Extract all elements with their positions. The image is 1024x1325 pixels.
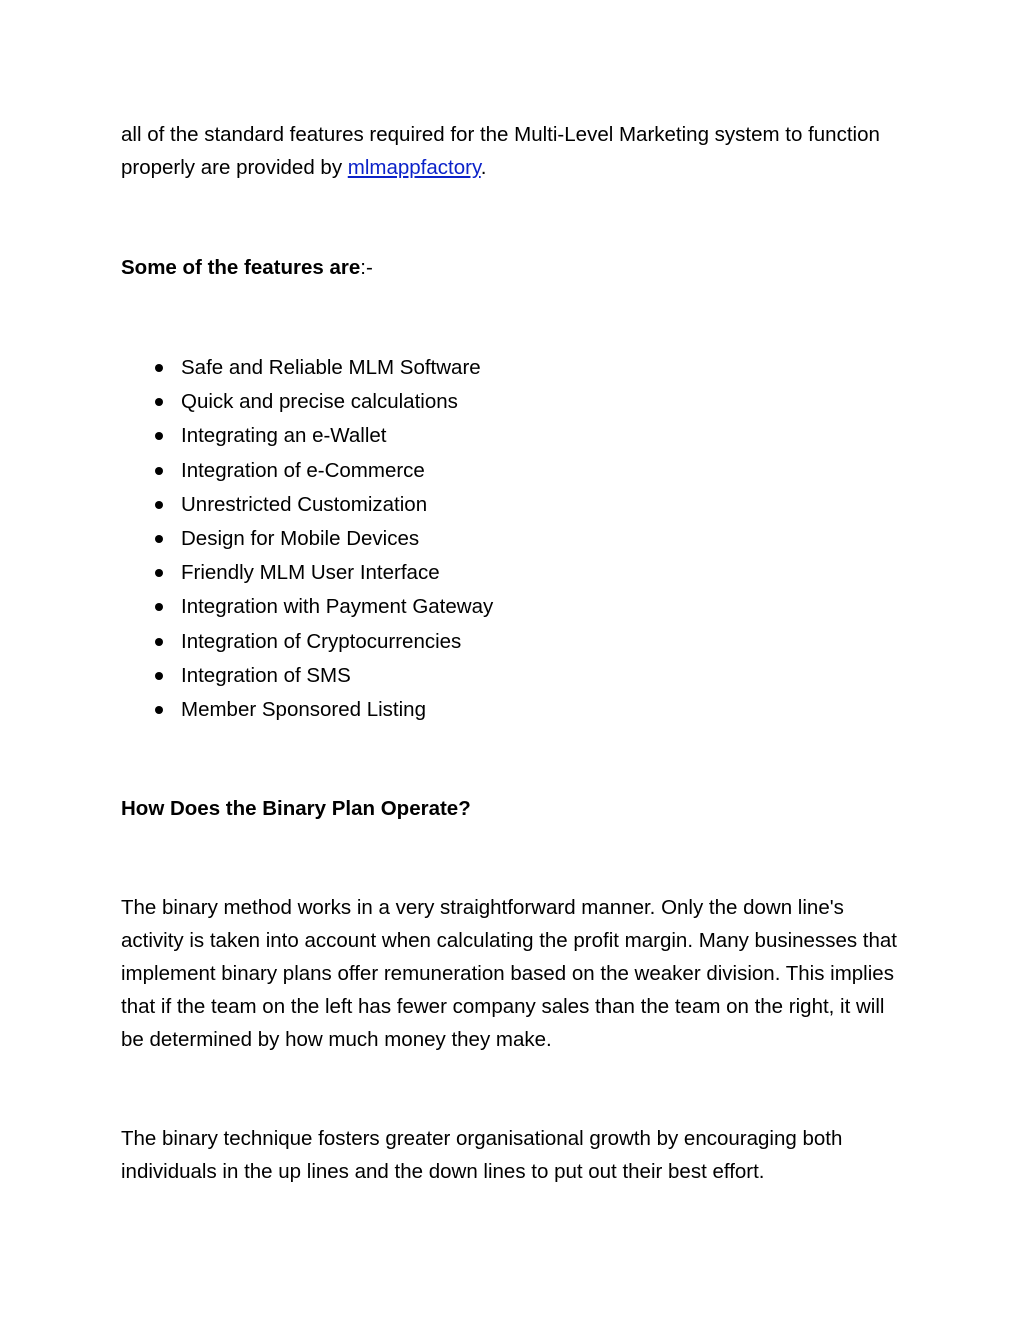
list-item <box>121 522 493 556</box>
features-heading-text: Some of the features are <box>121 256 361 279</box>
bullet-icon <box>155 672 163 680</box>
list-item-label: Integration of e-Commerce <box>181 458 425 482</box>
list-item-label: Safe and Reliable MLM Software <box>181 356 481 379</box>
list-item <box>121 556 493 590</box>
binary-plan-heading: How Does the Binary Plan Operate? <box>121 797 471 820</box>
list-item-label: Unrestricted Customization <box>181 492 428 516</box>
list-item-label: Member Sponsored Listing <box>181 698 426 722</box>
list-item <box>121 419 493 453</box>
binary-paragraph-1: The binary method works in a very straightforward manner. Only the down line's activity is taken into account when calculating the profit margin. Many businesses that implement binary plans offer remuneration based on the weaker division. This implies that if the team on the left has fewer company sales than the team on the right, it will be determined by how much money they make. <box>121 896 897 1051</box>
intro-period: . <box>480 156 487 179</box>
list-item <box>121 693 493 727</box>
bullet-icon <box>155 535 163 543</box>
bullet-icon <box>155 569 163 577</box>
list-item <box>121 659 493 693</box>
list-item-label: Integrating an e-Wallet <box>181 424 387 448</box>
mlmappfactory-link[interactable]: mlmappfactory <box>347 156 481 179</box>
list-item-label: Integration with Payment Gateway <box>181 595 494 619</box>
bullet-icon <box>155 501 163 509</box>
bullet-icon <box>155 603 163 611</box>
bullet-icon <box>155 432 163 440</box>
list-item-label: Integration of Cryptocurrencies <box>181 629 462 653</box>
features-list <box>121 351 493 727</box>
list-item <box>121 351 493 385</box>
list-item-label: Quick and precise calculations <box>181 390 458 414</box>
bullet-icon <box>155 467 163 475</box>
list-item <box>121 385 493 419</box>
list-item <box>121 625 493 659</box>
bullet-icon <box>155 398 163 406</box>
intro-paragraph <box>121 118 911 184</box>
list-item <box>121 590 493 624</box>
list-item-label: Friendly MLM User Interface <box>181 561 440 585</box>
bullet-icon <box>155 706 163 714</box>
features-heading <box>121 251 911 284</box>
list-item-label: Design for Mobile Devices <box>181 527 420 551</box>
list-item <box>121 454 493 488</box>
list-item-label: Integration of SMS <box>181 663 351 687</box>
features-heading-suffix: :- <box>360 256 373 279</box>
bullet-icon <box>155 638 163 646</box>
bullet-icon <box>155 364 163 372</box>
list-item <box>121 488 493 522</box>
intro-text: all of the standard features required for the Multi-Level Marketing system to function properly are provided by <box>121 123 880 179</box>
binary-paragraph-2: The binary technique fosters greater organisational growth by encouraging both individuals in the up lines and the down lines to put out their best effort. <box>121 1127 843 1183</box>
